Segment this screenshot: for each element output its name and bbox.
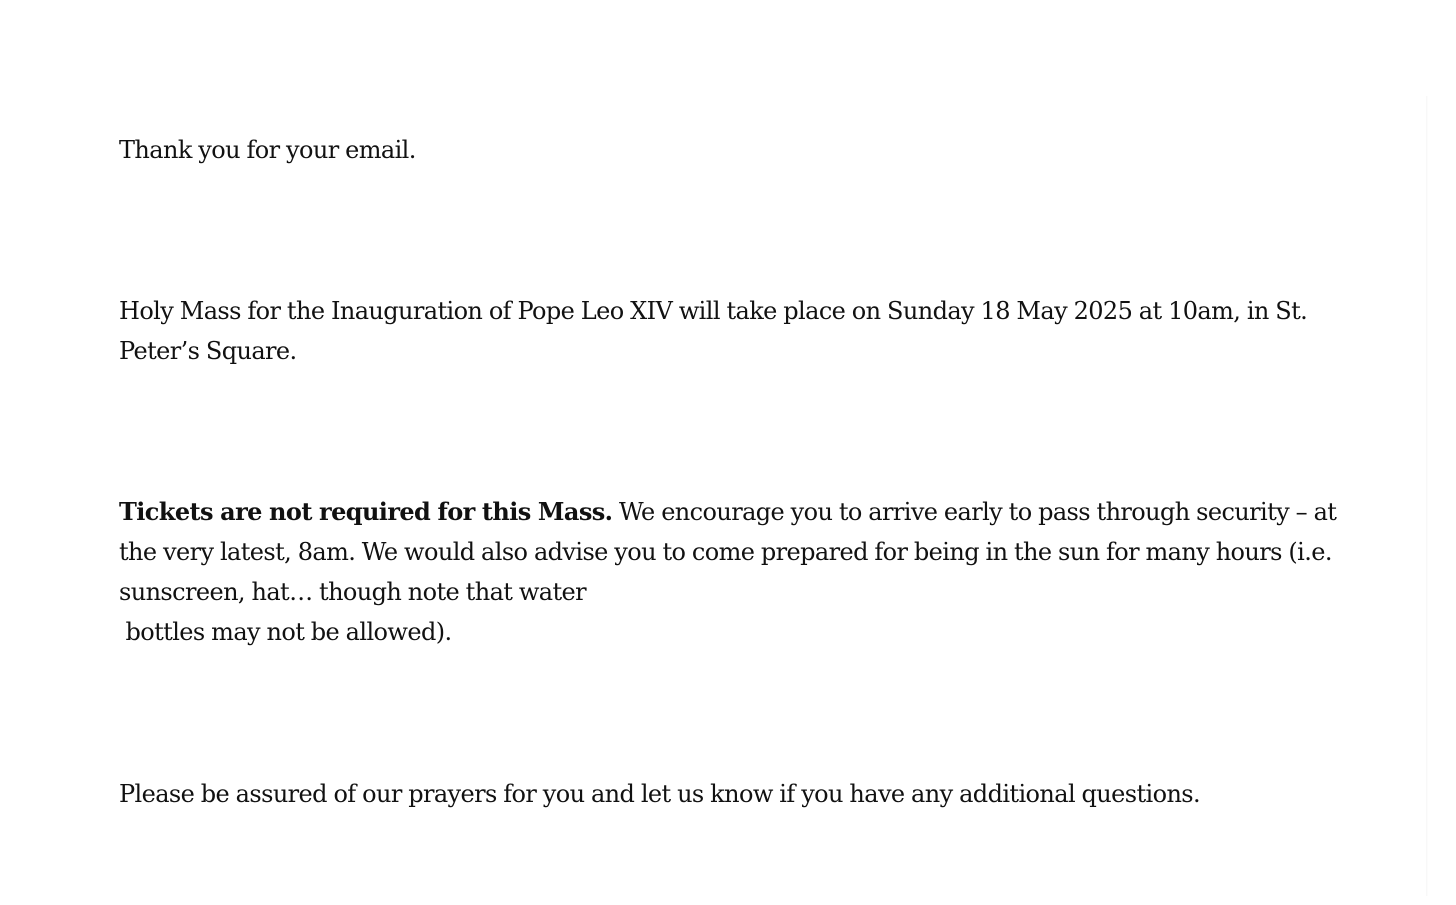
mass-info-line-1: Holy Mass for the Inauguration of Pope Leo XIV will take place on Sunday 18 May 2025 at 10am, in St. [119, 297, 1308, 325]
mass-info-paragraph [119, 291, 1307, 371]
mass-info-line-2: Peter’s Square. [119, 337, 297, 365]
tickets-paragraph [119, 492, 1336, 652]
tickets-line-4: bottles may not be allowed). [119, 618, 452, 646]
closing-text: Please be assured of our prayers for you and let us know if you have any additional questions. [119, 780, 1201, 808]
tickets-line-1 [119, 492, 1336, 532]
tickets-bold-lead: Tickets are not required for this Mass. [119, 497, 613, 526]
tickets-line-3: sunscreen, hat… though note that water [119, 578, 587, 606]
greeting-paragraph [119, 130, 416, 170]
tickets-line-1-rest: We encourage you to arrive early to pass through security – at [612, 498, 1337, 526]
greeting-text: Thank you for your email. [119, 136, 416, 164]
tickets-line-2: the very latest, 8am. We would also advise you to come prepared for being in the sun for many hours (i.e. [119, 538, 1332, 566]
closing-paragraph [119, 774, 1200, 814]
